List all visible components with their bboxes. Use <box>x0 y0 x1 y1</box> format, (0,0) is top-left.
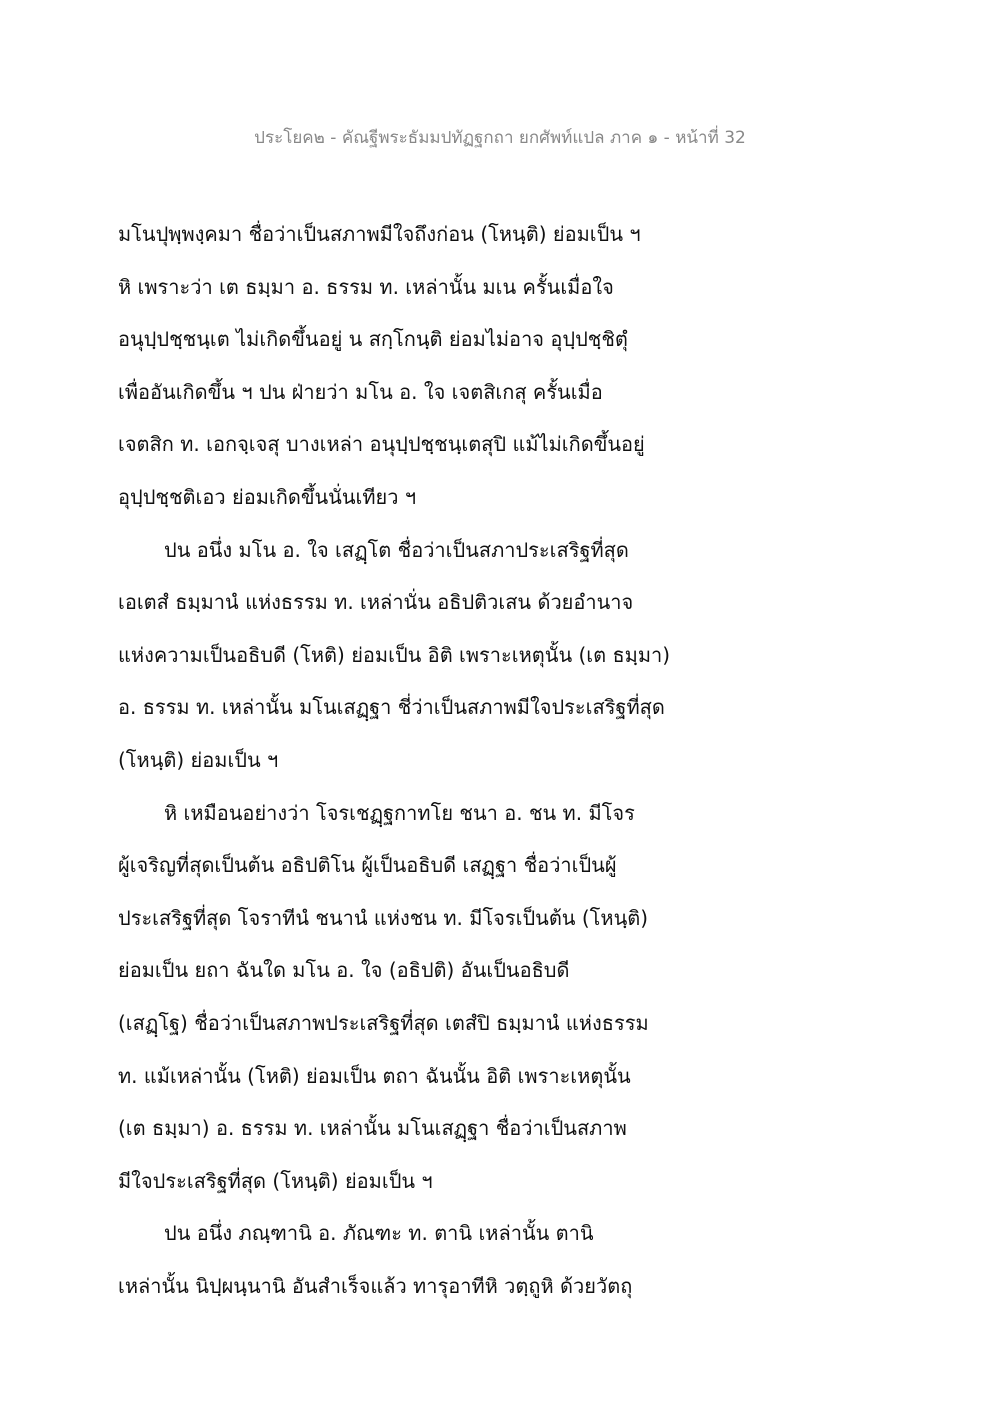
text-line: ท. แม้เหล่านั้น (โหติ) ย่อมเป็น ตถา ฉันนั้น อิติ เพราะเหตุนั้น <box>118 1063 631 1088</box>
text-line: ย่อมเป็น ยถา ฉันใด มโน อ. ใจ (อธิปติ) อันเป็นอธิบดี <box>118 958 570 983</box>
text-line: เจตสิก ท. เอกจฺเจสุ บางเหล่า อนุปฺปชฺชนฺเตสุปิ แม้ไม่เกิดขึ้นอยู่ <box>118 432 645 457</box>
text-line: ประเสริฐที่สุด โจราทีนํ ชนานํ แห่งชน ท. มีโจรเป็นต้น (โหนฺติ) <box>118 905 649 930</box>
text-line: เหล่านั้น นิปฺผนฺนานิ อันสำเร็จแล้ว ทารุอาทีหิ วตฺถูหิ ด้วยวัตถุ <box>118 1273 633 1298</box>
text-line: เพื่ออันเกิดขึ้น ฯ ปน ฝ่ายว่า มโน อ. ใจ เจตสิเกสุ ครั้นเมื่อ <box>118 379 603 404</box>
text-line: แห่งความเป็นอธิบดี (โหติ) ย่อมเป็น อิติ เพราะเหตุนั้น (เต ธมฺมา) <box>118 642 671 667</box>
body-text <box>118 208 908 1312</box>
paragraph-start-line: ปน อนึ่ง มโน อ. ใจ เสฏฺโต ชื่อว่าเป็นสภาประเสริฐที่สุด <box>164 537 629 562</box>
paragraph-start-line: หิ เหมือนอย่างว่า โจรเชฏฺฐกาทโย ชนา อ. ชน ท. มีโจร <box>164 800 635 825</box>
text-line: ผู้เจริญที่สุดเป็นต้น อธิปติโน ผู้เป็นอธิบดี เสฏฺฐา ชื่อว่าเป็นผู้ <box>118 853 617 878</box>
text-line: (โหนฺติ) ย่อมเป็น ฯ <box>118 747 279 772</box>
text-line: (เต ธมฺมา) อ. ธรรม ท. เหล่านั้น มโนเสฏฺฐา ชื่อว่าเป็นสภาพ <box>118 1116 627 1141</box>
text-line: หิ เพราะว่า เต ธมฺมา อ. ธรรม ท. เหล่านั้น มเน ครั้นเมื่อใจ <box>118 274 614 299</box>
text-line: อ. ธรรม ท. เหล่านั้น มโนเสฏฺฐา ชี่ว่าเป็นสภาพมีใจประเสริฐที่สุด <box>118 695 665 720</box>
running-header: ประโยค๒ - คัณฐีพระธัมมปทัฏฐกถา ยกศัพท์แปล ภาค ๑ - หน้าที่ 32 <box>254 128 746 148</box>
text-line: อนุปฺปชฺชนฺเต ไม่เกิดขึ้นอยู่ น สกฺโกนฺติ ย่อมไม่อาจ อุปฺปชฺชิตุํ <box>118 327 628 352</box>
text-line: (เสฏฺโฐ) ชื่อว่าเป็นสภาพประเสริฐที่สุด เตสํปิ ธมฺมานํ แห่งธรรม <box>118 1010 649 1035</box>
text-line: มโนปุพฺพงฺคมา ชื่อว่าเป็นสภาพมีใจถึงก่อน (โหนฺติ) ย่อมเป็น ฯ <box>118 222 641 246</box>
text-line: เอเตสํ ธมฺมานํ แห่งธรรม ท. เหล่านั่น อธิปติวเสน ด้วยอำนาจ <box>118 590 634 615</box>
text-line: อุปฺปชฺชติเอว ย่อมเกิดขึ้นนั่นเทียว ฯ <box>118 484 417 509</box>
paragraph-start-line: ปน อนึ่ง ภณฺฑานิ อ. ภัณฑะ ท. ตานิ เหล่านั้น ตานิ <box>164 1221 594 1246</box>
text-line: มีใจประเสริฐที่สุด (โหนฺติ) ย่อมเป็น ฯ <box>118 1168 433 1193</box>
